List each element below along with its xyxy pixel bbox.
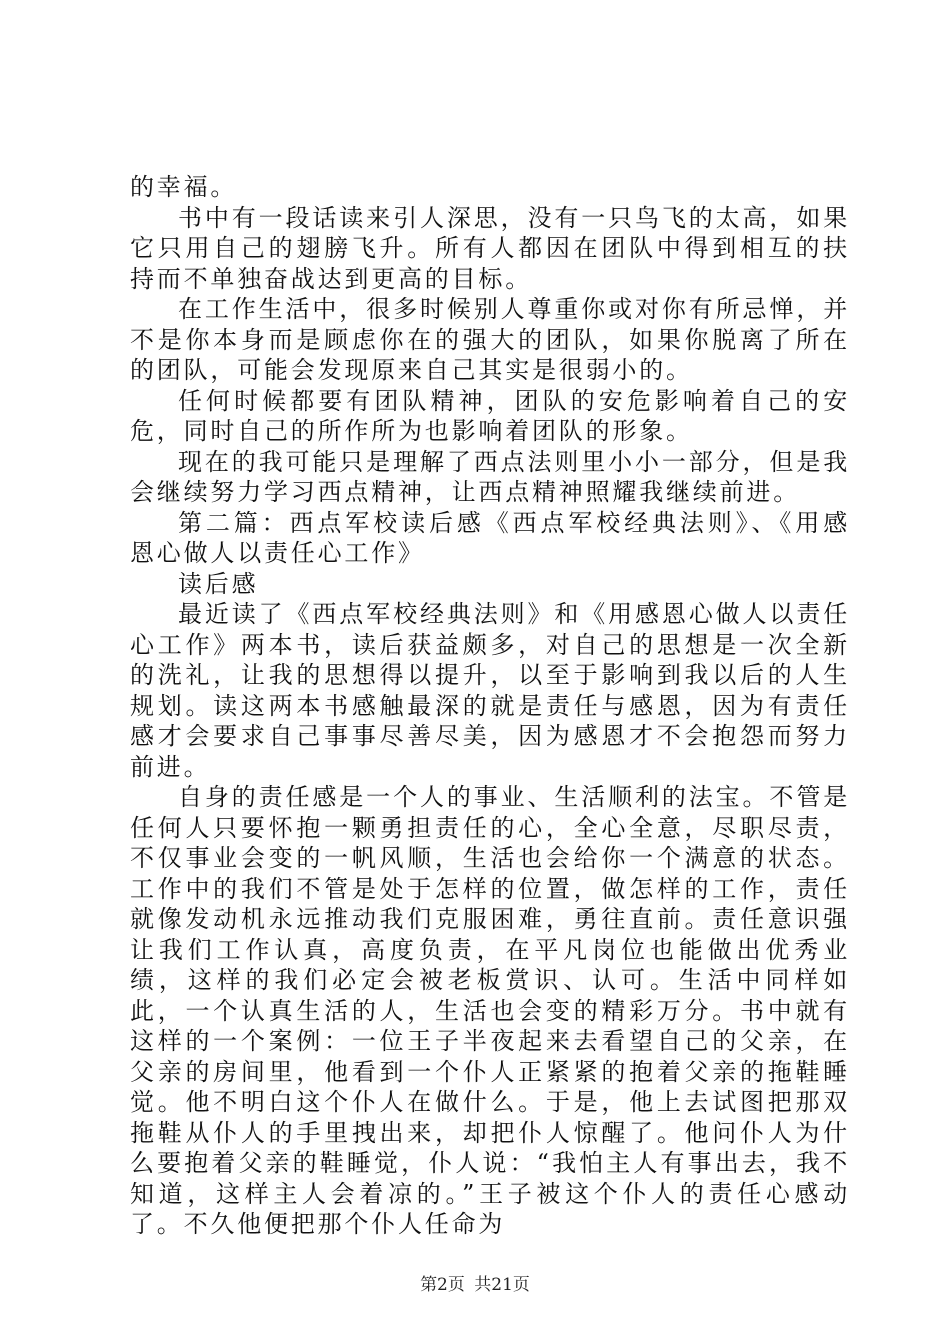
paragraph: 现在的我可能只是理解了西点法则里小小一部分，但是我会继续努力学习西点精神，让西点精神照耀我继续前进。 <box>130 447 850 506</box>
page-footer <box>0 1270 950 1295</box>
paragraph: 自身的责任感是一个人的事业、生活顺利的法宝。不管是任何人只要怀抱一颗勇担责任的心，全心全意，尽职尽责，不仅事业会变的一帆风顺，生活也会给你一个满意的状态。工作中的我们不管是处于怎样的位置，做怎样的工作，责任就像发动机永远推动我们克服困难，勇往直前。责任意识强让我们工作认真，高度负责，在平凡岗位也能做出优秀业绩，这样的我们必定会被老板赏识、认可。生活中同样如此，一个认真生活的人，生活也会变的精彩万分。书中就有这样的一个案例：一位王子半夜起来去看望自己的父亲，在父亲的房间里，他看到一个仆人正紧紧的抱着父亲的拖鞋睡觉。他不明白这个仆人在做什么。于是，他上去试图把那双拖鞋从仆人的手里拽出来，却把仆人惊醒了。他问仆人为什么要抱着父亲的鞋睡觉，仆人说：“我怕主人有事出去，我不知道，这样主人会着凉的。”王子被这个仆人的责任心感动了。不久他便把那个仆人任命为 <box>130 783 850 1238</box>
subheading: 读后感 <box>178 569 259 598</box>
body-text <box>130 172 850 1240</box>
section-heading: 第二篇：西点军校读后感《西点军校经典法则》、《用感恩心做人以责任心工作》 <box>130 508 850 567</box>
paragraph: 书中有一段话读来引人深思，没有一只鸟飞的太高，如果它只用自己的翅膀飞升。所有人都因在团队中得到相互的扶持而不单独奋战达到更高的目标。 <box>130 203 850 293</box>
page-number: 第2页 <box>420 1275 465 1295</box>
paragraph: 在工作生活中，很多时候别人尊重你或对你有所忌惮，并不是你本身而是顾虑你在的强大的团队，如果你脱离了所在的团队，可能会发现原来自己其实是很弱小的。 <box>130 295 850 384</box>
page-total: 共21页 <box>474 1275 530 1295</box>
paragraph: 任何时候都要有团队精神，团队的安危影响着自己的安危，同时自己的所作所为也影响着团队的形象。 <box>130 386 850 445</box>
paragraph-continuation: 的幸福。 <box>130 173 238 201</box>
paragraph: 最近读了《西点军校经典法则》和《用感恩心做人以责任心工作》两本书，读后获益颇多，对自己的思想是一次全新的洗礼，让我的思想得以提升，以至于影响到我以后的人生规划。读这两本书感触最深的就是责任与感恩，因为有责任感才会要求自己事事尽善尽美，因为感恩才不会抱怨而努力前进。 <box>130 600 850 781</box>
